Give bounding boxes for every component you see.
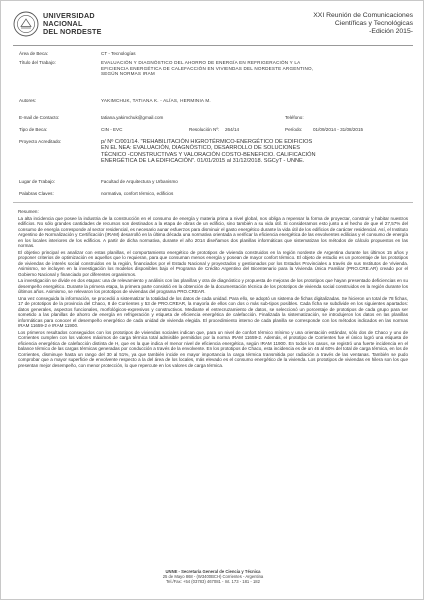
place-label: Lugar de Trabajo:: [19, 179, 56, 184]
project-label: Proyecto Acreditado:: [19, 139, 62, 144]
summary-paragraph: El objetivo principal es analizar con estas planillas, el comportamiento energético de prototipos de vivienda construidos en la región nordeste de Argentina durante los últimos 15 años y proponer criterios de optimización en aquellos que lo requieran, para que consuman menos energía y posean de mayor confort térmico. El objeto de estudio es un porcentaje de los prototipos de viviendas de interés social construidos en la región, financiados por el Estado Nacional y proyectados y gestionados por los Estados Provinciales a través de sus Institutos de Vivienda. Asimismo, se incluyen en la investigación los modelos disponibles bajo el Programa de Crédito Argentino del Bicentenario para la Vivienda Única Familiar (PRO.CRE.AR) creado por el Gobierno Nacional y financiado por diferentes organismos.: [18, 249, 408, 277]
area-value: CT - Tecnologías: [101, 51, 136, 56]
event-title: XXI Reunión de Comunicaciones Científicas y Tecnológicas -Edición 2015-: [313, 12, 413, 35]
email-value: tatiana.yakimchuk@gmail.com: [101, 115, 164, 120]
page-header: [13, 11, 413, 45]
unne-seal-icon: [13, 11, 39, 37]
summary-paragraph: Una vez conseguida la información, se procedió a sistematizar la totalidad de los datos de cada unidad. Para ello, se adoptó un sistema de fichas digitalizadas. Se hicieron un total de 78 fichas, 17 de prototipos de la provincia del Chaco, 8 de Corrientes y 53 de PRO.CREAR, la mayoría de ellos con dos o más sub-tipos posibles. Cada ficha se subdivide en los siguientes apartados: datos generales, aspectos funcionales, morfológicos-expresivos y constructivos. Mediante el entrecruzamiento de datos, se seleccionó un porcentaje de prototipos de cada grupo para ser sometido a las planillas de ahorro de energía en refrigeración y etiqueta de eficiencia energética de calefacción. Finalizada la sistematización, se introdujeron los datos en las planillas informáticas para conocer el desempeño energético de cada unidad de vivienda elegida. El procedimiento interno de cada planilla se corresponde con los métodos indicados en las normas IRAM 11659-2 e IRAM 11900.: [18, 295, 408, 329]
beca-label: Tipo de Beca:: [19, 127, 48, 132]
page-footer: [1, 569, 424, 585]
summary-section: [18, 209, 408, 369]
title-row: [13, 60, 413, 80]
resolution-label: Resolución Nº:: [189, 127, 220, 132]
place-value: Facultad de Arquitectura y Urbanismo: [101, 179, 178, 184]
project-value: p/ Nº C/001/14. "REHABILITACIÓN HIGROTÉRMICO-ENERGÉTICO DE EDIFICIOS EN EL NEA: EVALUACIÓN, DIAGNÓSTICO, DESARROLLO DE SOLUCIONES TÉCNICO -CONSTRUCTIVAS Y VALORACIÓN COSTO-BENEFICIO. CALIFICACIÓN ENERGÉTICA DE LA EDIFICACIÓN". 01/01/2015 al 31/12/2018. SGCyT - UNNE.: [101, 139, 316, 164]
university-name: UNIVERSIDAD NACIONAL DEL NORDESTE: [43, 11, 102, 37]
period-label: Período:: [285, 127, 303, 132]
keywords-value: normativa, confort térmico, edificios: [101, 191, 174, 196]
header-divider: [13, 45, 413, 46]
resolution-value: 264/14: [225, 127, 240, 132]
area-label: Área de Beca:: [19, 51, 49, 56]
beca-value: CIN - EVC: [101, 127, 123, 132]
title-value: EVALUACIÓN Y DIAGNÓSTICO DEL AHORRO DE ENERGÍA EN REFRIGERACIÓN Y LA EFICIENCIA ENERGÉTICA DE CALEFACCIÓN EN VIVIENDAS DEL NORDESTE ARGENTINO, SEGÚN NORMAS IRAM: [101, 60, 314, 77]
summary-heading: Resumen:: [18, 209, 39, 214]
summary-paragraph: La alta incidencia que posee la industria de la construcción en el consumo de energía y materia prima a nivel global, nos obliga a repensar la forma de proyectar, construir y habitar nuestros edificios. No sólo grandes cantidades de recursos son destinados a la etapa de obras de un edificio, sino también a su vida útil. Si consideramos esto junto a el hecho de que el 27,57% del consumo de energía corresponde al sector residencial, es necesario aunar esfuerzos para disminuir el gasto energético durante la vida útil de los edificios de carácter residencial. Así, el Instituto Argentino de Normalización y Certificación (IRAM) desarrolló en la última década una normativa orientada a verificar la eficiencia energética de las envolventes edilicias y el consumo de energía en los locales interiores de los edificios. A partir de dicha normativa, durante el año 2014 diseñamos dos planillas informáticas que sistematizan los métodos de cálculo propuestos en las normas.: [18, 215, 408, 249]
authors-value: YAKIMCHUK, TATIANA K. - ALÍAS, HERMINIA M.: [101, 98, 211, 103]
phone-label: Teléfono:: [285, 115, 304, 120]
footer-address: 25 de Mayo 868 - (W3400BCH) Corrientes - Argentina: [162, 574, 264, 580]
summary-paragraph: La investigación se divide en dos etapas: una de relevamiento y análisis con las planillas y otra de diagnóstico y propuesta de mejoras de los prototipos que hayan presentado deficiencias en su desempeño energético. Durante la primera etapa, la primera parte consistió en la obtención de la documentación técnica de los prototipos de vivienda social construidos en la región durante los últimos años. Asimismo, se relevaron los prototipos de viviendas del programa PRO.CREAR.: [18, 278, 408, 295]
summary-paragraph: Los primeros resultados conseguidos con los prototipos de viviendas sociales indican que, para un nivel de confort térmico mínimo y una orientación estándar, sólo dos de Chaco y uno de Corrientes cumplen con los valores máximos de carga térmica total admisible permitidos por la norma IRAM 11659-2. Además, el prototipo de Corrientes fue el único logró una etiqueta de eficiencia energética de calefacción distinta de H, que es la que indica el menor nivel de eficiencia energética, según IRAM 11900. En todos los casos, se registró una fuerte incidencia en el balance térmico de las cargas térmicas generadas por conducción a través de la envolvente. En los prototipos de Chaco, esta incidencia es de un 46 al 60% del total de carga térmica, en los de Corrientes, disminuye hasta un rango del 30 al 51%, ya que también incide en mayor importancia la carga térmica transmitida por radiación a través de las ventanas. También se pudo comprobar que a mayor superficie de envolvente respecto a la del área de los locales, más elevado es el consumo energético de la vivienda. Los prototipos de viviendas en hilera son los que presentan mejor desempeño, con menor protección, lo que repercute en los valores de carga térmica.: [18, 329, 408, 368]
project-row: [13, 139, 413, 167]
email-label: E-mail de Contacto:: [19, 115, 60, 120]
footer-org: UNNE - Secretaría General de Ciencia y Técnica: [165, 569, 261, 574]
authors-label: Autores:: [19, 98, 37, 103]
footer-phone: Tel./Fax: +54 (03783) 467081 - Int. 173 - 181 - 182: [166, 579, 260, 585]
keywords-label: Palabras Claves:: [19, 191, 54, 196]
title-label: Título del Trabajo:: [19, 60, 56, 65]
meta-divider: [13, 202, 413, 203]
period-value: 01/09/2014 - 31/08/2015: [313, 127, 364, 132]
